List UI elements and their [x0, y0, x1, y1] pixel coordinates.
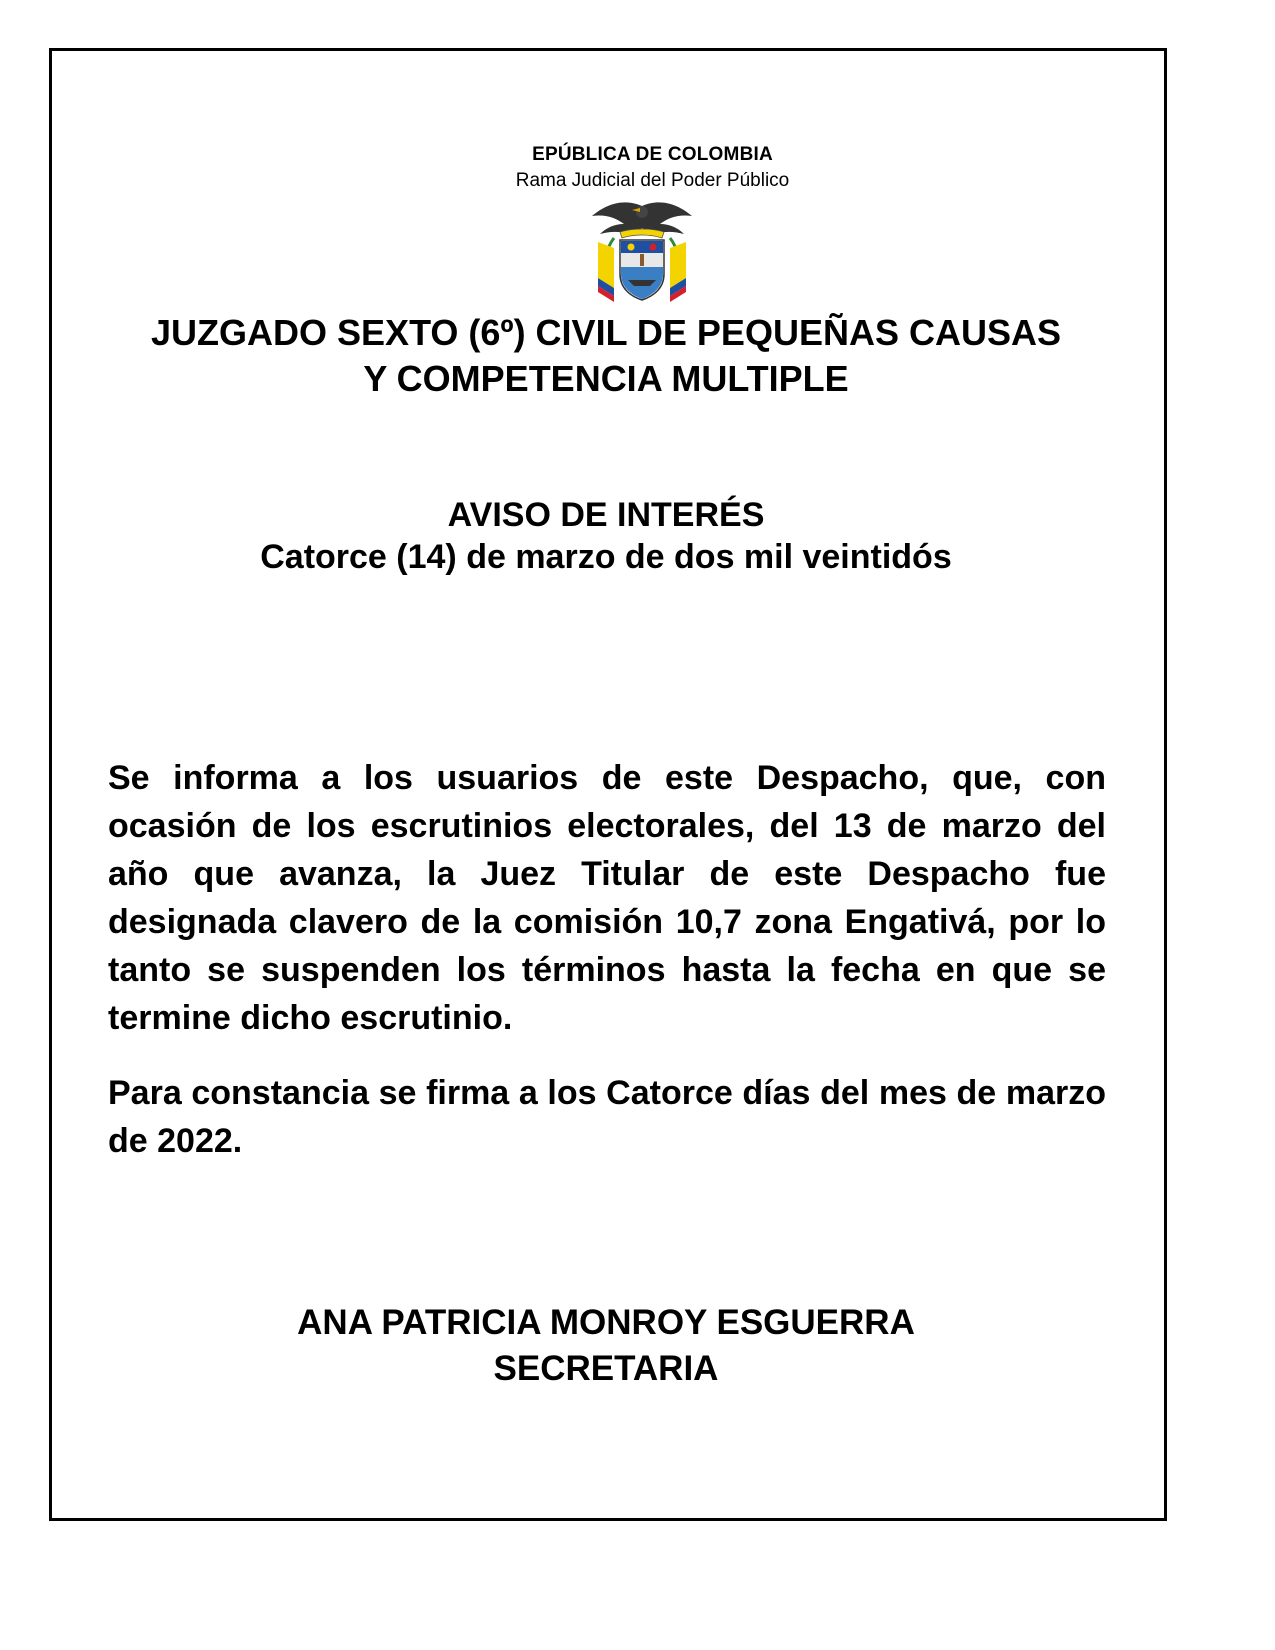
- colombia-coat-of-arms-icon: [584, 198, 700, 310]
- notice-title: AVISO DE INTERÉS: [447, 496, 765, 534]
- body-paragraph-1: Se informa a los usuarios de este Despacho, que, con ocasión de los escrutinios electorales, del 13 de marzo del año que avanza, la Juez Titular de este Despacho fue designada clavero de la comisión 10,7 zona Engativá, por lo tanto se suspenden los términos hasta la fecha en que se termine dicho escrutinio.: [108, 759, 1106, 1037]
- notice-date: Catorce (14) de marzo de dos mil veintidós: [260, 538, 952, 576]
- body-paragraph-2: Para constancia se firma a los Catorce días del mes de marzo de 2022.: [108, 1074, 1106, 1160]
- signatory-role: SECRETARIA: [493, 1349, 719, 1388]
- court-title-line-1: JUZGADO SEXTO (6º) CIVIL DE PEQUEÑAS CAUSAS: [151, 312, 1061, 353]
- header-country: EPÚBLICA DE COLOMBIA: [532, 144, 773, 165]
- court-title-line-2: Y COMPETENCIA MULTIPLE: [363, 358, 849, 399]
- header-branch: Rama Judicial del Poder Público: [515, 170, 790, 191]
- signatory-name: ANA PATRICIA MONROY ESGUERRA: [297, 1303, 915, 1342]
